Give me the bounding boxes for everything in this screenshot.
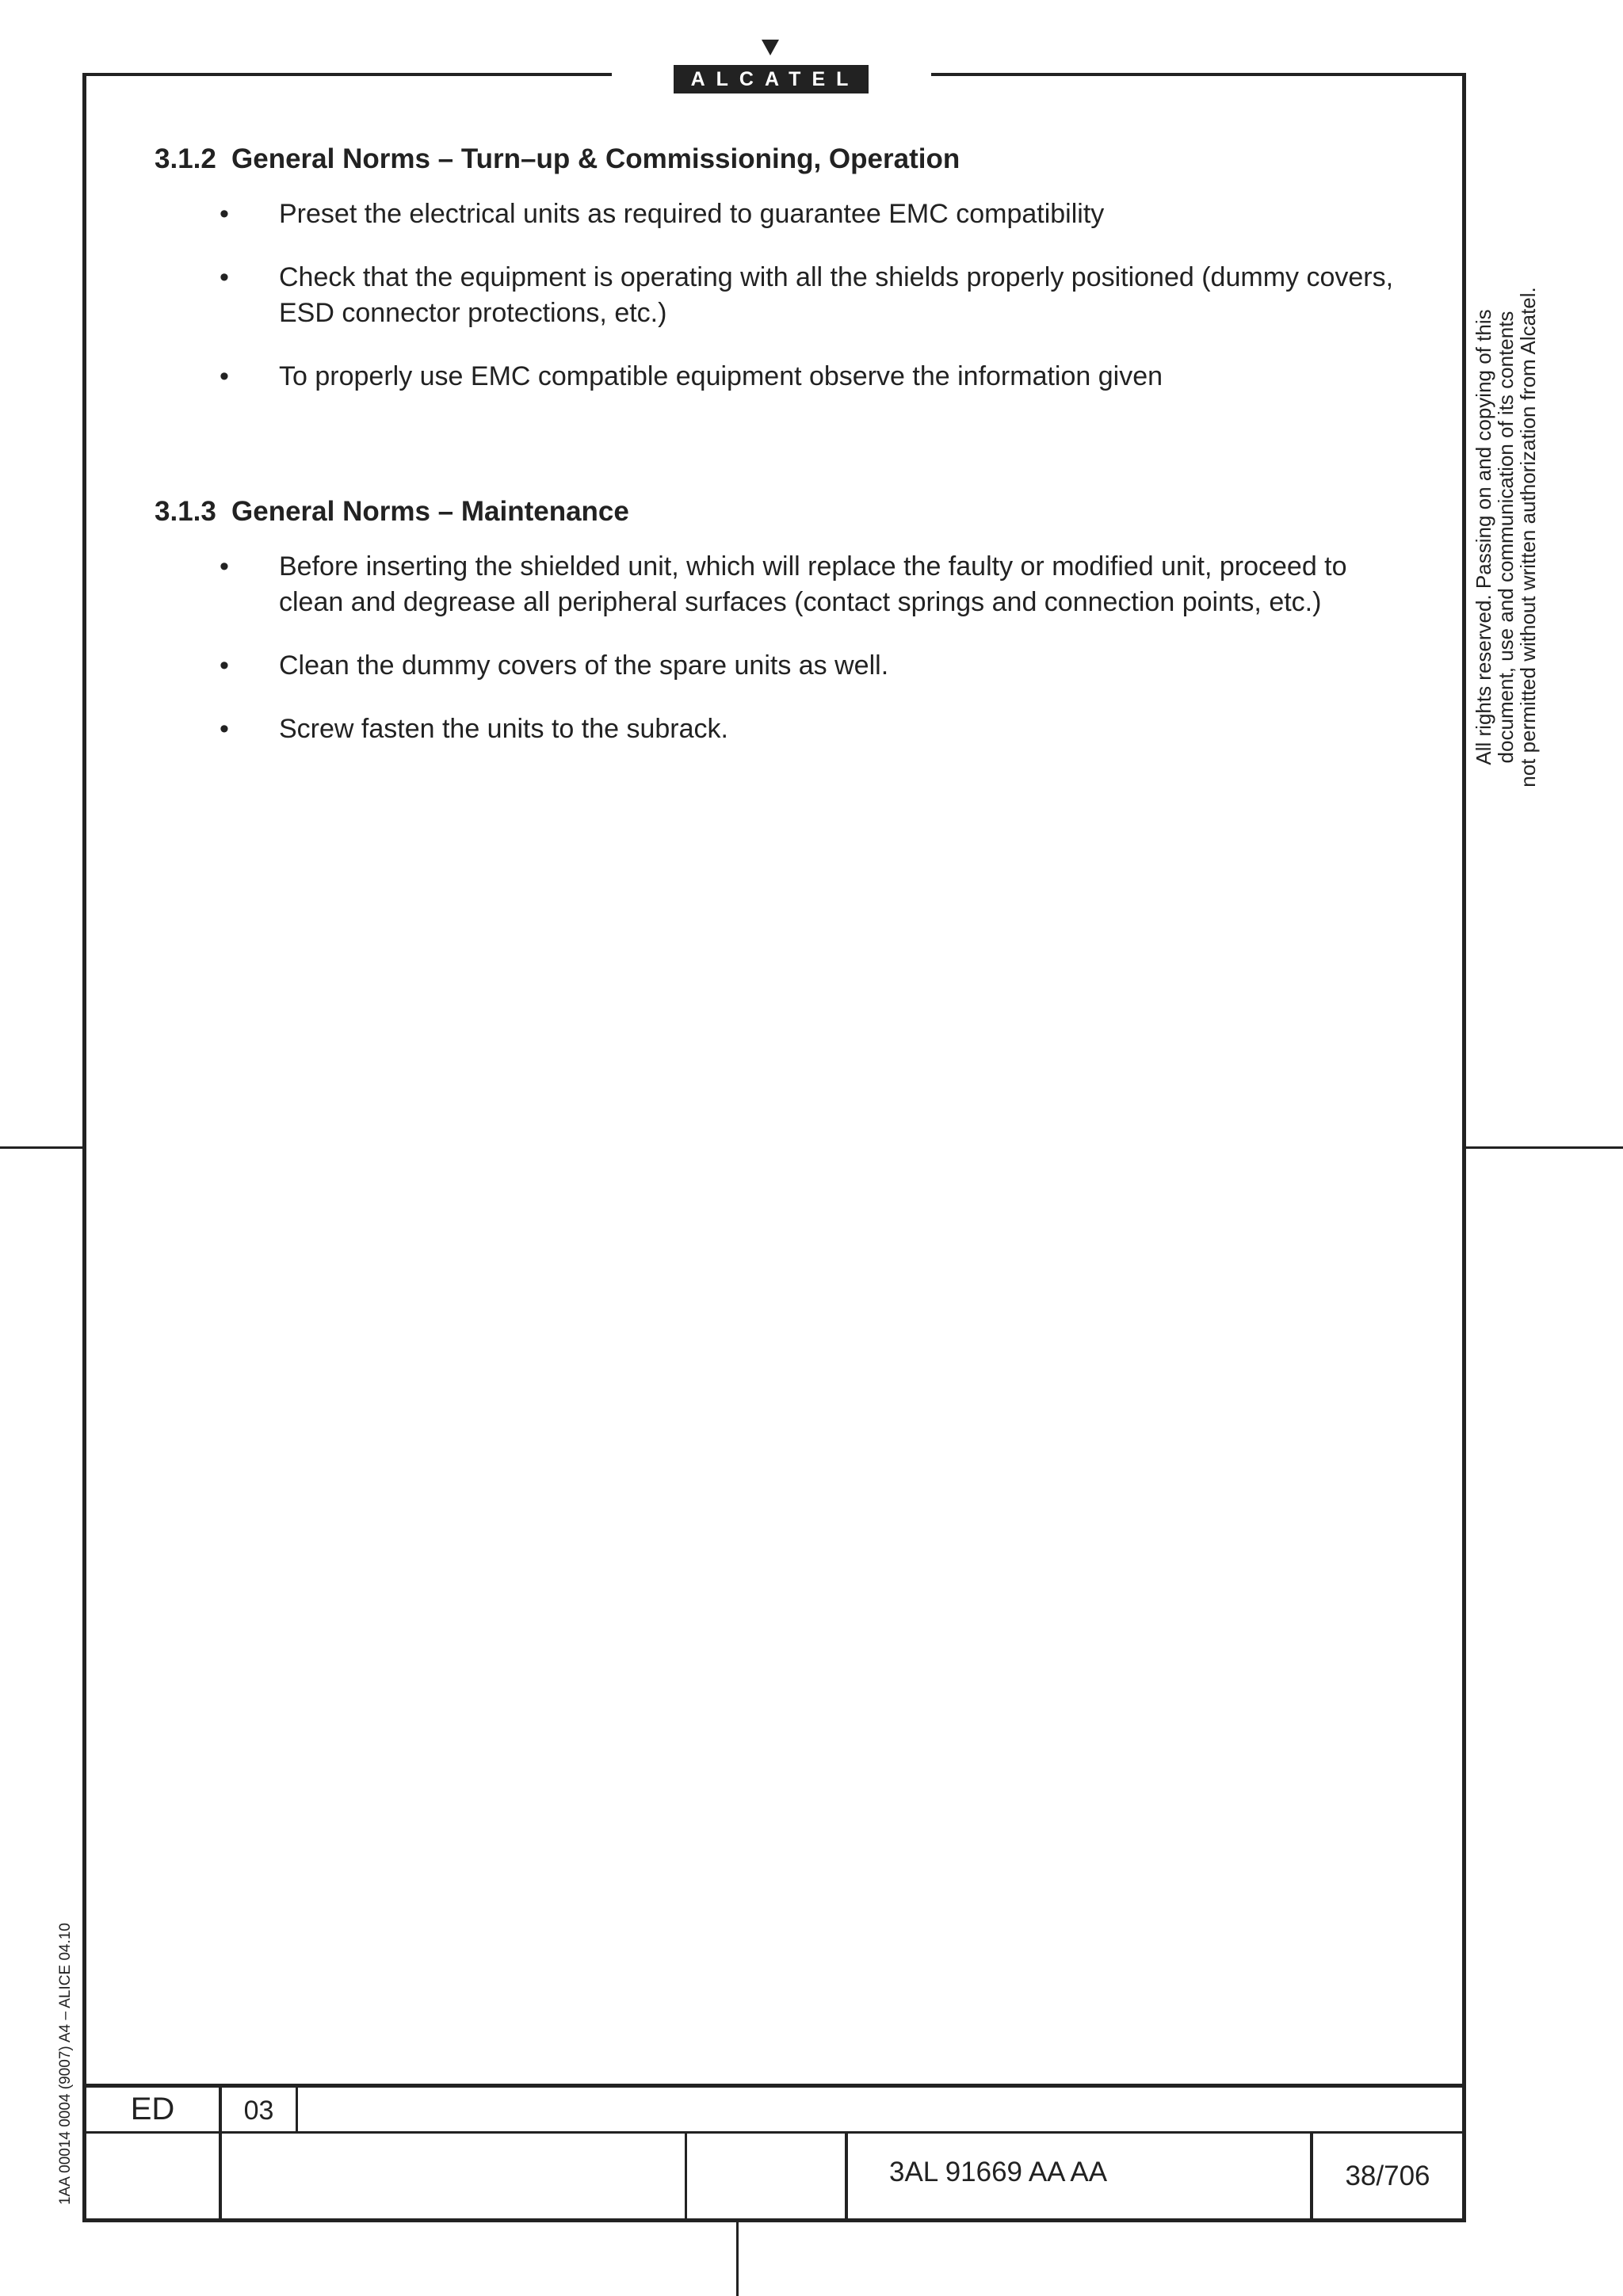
title-block-divider (845, 2131, 848, 2222)
list-item-text: Clean the dummy covers of the spare units as well. (279, 650, 889, 681)
bullet-icon: • (220, 361, 229, 391)
list-item (155, 359, 1399, 395)
bullet-icon: • (220, 262, 229, 292)
frame-top-right-line (931, 73, 1466, 76)
alcatel-logo (674, 40, 869, 93)
title-block-top-line (82, 2084, 1466, 2088)
list-item-text: Screw fasten the units to the subrack. (279, 714, 728, 744)
section-number: 3.1.2 (155, 143, 216, 174)
list-item-text: Check that the equipment is operating with all the shields properly positioned (dummy covers, ESD connector protections, etc.) (279, 262, 1394, 328)
fold-mark-bottom (736, 2222, 739, 2296)
section-number: 3.1.3 (155, 496, 216, 527)
bullet-icon: • (220, 650, 229, 681)
title-block-divider (296, 2085, 298, 2133)
copyright-notice (1470, 273, 1541, 800)
logo-wordmark: ALCATEL (674, 65, 869, 93)
section-heading (155, 495, 1399, 528)
section-3-1-2 (155, 143, 1399, 395)
list-item-text: To properly use EMC compatible equipment observe the information given (279, 361, 1163, 391)
triangle-down-icon (762, 40, 779, 55)
fold-mark-right (1466, 1146, 1623, 1149)
bullet-icon: • (220, 199, 229, 229)
bullet-icon: • (220, 551, 229, 582)
section-heading (155, 143, 1399, 176)
copyright-line: document, use and communication of its contents (1494, 311, 1518, 763)
section-title: General Norms – Maintenance (231, 496, 629, 527)
bullet-list (155, 196, 1399, 395)
list-item-text: Before inserting the shielded unit, which will replace the faulty or modified unit, proceed to clean and degrease all peripheral surfaces (contact springs and connection points, etc.) (279, 551, 1347, 617)
list-item-text: Preset the electrical units as required to guarantee EMC compatibility (279, 199, 1105, 229)
list-item (155, 196, 1399, 232)
document-body (155, 143, 1399, 775)
section-3-1-3 (155, 495, 1399, 747)
section-title: General Norms – Turn–up & Commissioning, Operation (231, 143, 960, 174)
edition-value: 03 (243, 2095, 274, 2126)
form-code (46, 1909, 86, 2218)
bullet-icon: • (220, 714, 229, 744)
copyright-line: All rights reserved. Passing on and copying of this (1472, 308, 1495, 765)
frame-bottom-line (82, 2218, 1466, 2222)
copyright-line: not permitted without written authorization from Alcatel. (1516, 286, 1540, 788)
page-number: 38/706 (1345, 2161, 1430, 2191)
title-block-divider (685, 2131, 687, 2222)
frame-left-line (82, 73, 86, 2222)
list-item (155, 260, 1399, 331)
list-item (155, 549, 1399, 620)
edition-label: ED (130, 2091, 175, 2126)
form-code-text: 1AA 00014 0004 (9007) A4 – ALICE 04.10 (57, 1923, 74, 2206)
document-number: 3AL 91669 AA AA (889, 2157, 1108, 2187)
frame-top-left-line (82, 73, 612, 76)
fold-mark-left (0, 1146, 82, 1149)
list-item (155, 711, 1399, 747)
bullet-list (155, 549, 1399, 747)
list-item (155, 648, 1399, 684)
